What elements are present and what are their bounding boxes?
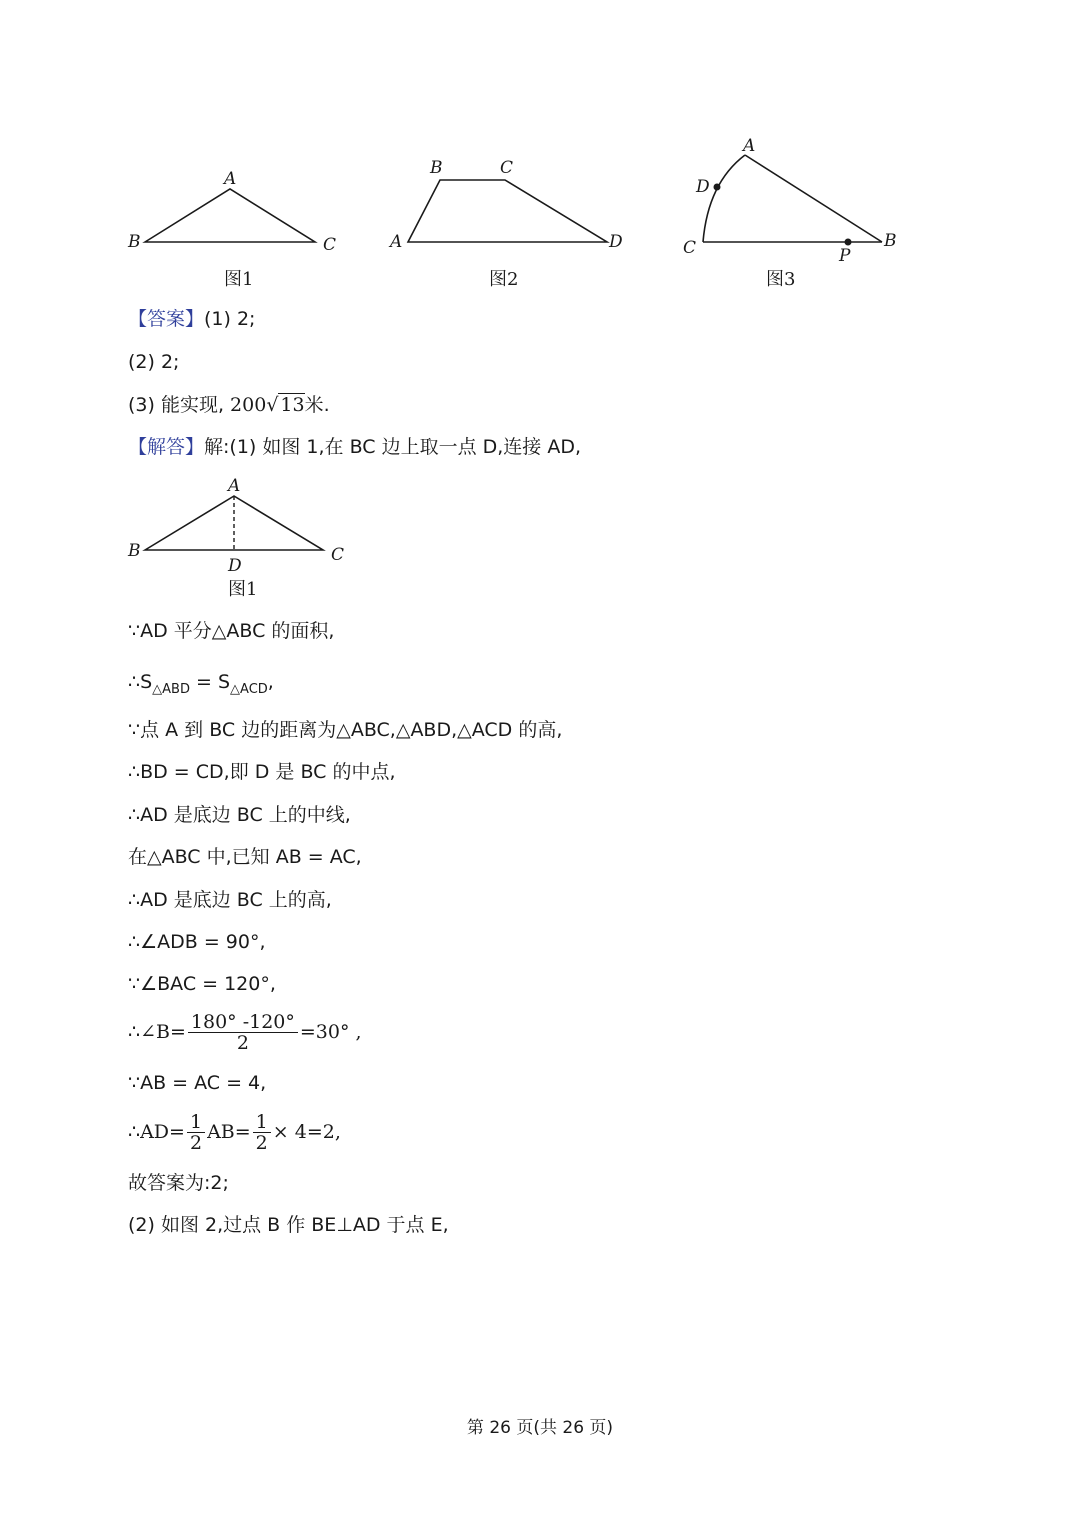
solution-line-2 <box>128 670 274 697</box>
solution-line-7: ∴AD 是底边 BC 上的高, <box>128 889 332 911</box>
fraction-denominator: 2 <box>255 1132 268 1154</box>
answer-line-1 <box>128 307 255 331</box>
point-p <box>845 239 852 246</box>
solution-line-6: 在△ABC 中,已知 AB = AC, <box>128 846 362 868</box>
area-subscript-2: △ACD <box>230 682 268 697</box>
ad-prefix: ∴AD= <box>128 1121 185 1143</box>
fraction-half-2 <box>253 1112 271 1153</box>
arc-ca <box>703 155 745 242</box>
solution-line-14: (2) 如图 2,过点 B 作 BE⊥AD 于点 E, <box>128 1214 449 1236</box>
label-p: P <box>839 246 851 266</box>
figure-1-triangle <box>120 160 350 290</box>
solution-tag: 【解答】 <box>128 436 205 458</box>
answer-tag: 【答案】 <box>128 308 205 330</box>
solution-line-13: 故答案为:2; <box>128 1172 229 1194</box>
label-b: B <box>128 541 141 561</box>
solution-line-11: ∵AB = AC = 4, <box>128 1072 267 1094</box>
fraction-numerator: 1 <box>187 1112 205 1133</box>
answer-unit: 米. <box>304 394 330 416</box>
fraction-half-1 <box>187 1112 205 1153</box>
answer-line-3 <box>128 393 330 417</box>
figure-3-sector <box>680 135 910 295</box>
figure-caption: 图1 <box>224 269 254 290</box>
label-b: B <box>128 232 141 252</box>
label-a: A <box>390 232 403 252</box>
label-c: C <box>683 238 697 258</box>
solution-intro-line <box>128 435 581 459</box>
solution-line-4: ∴BD = CD,即 D 是 BC 的中点, <box>128 761 396 783</box>
solution-line-1: ∵AD 平分△ABC 的面积, <box>128 620 335 642</box>
fraction-angle <box>188 1012 298 1053</box>
answer-coefficient: 200 <box>230 394 267 416</box>
label-c: C <box>500 158 514 178</box>
fraction-numerator: 180° -120° <box>188 1012 298 1033</box>
solution-line-12 <box>128 1110 341 1154</box>
area-subscript-1: △ABD <box>152 682 190 697</box>
label-c: C <box>323 235 337 255</box>
figure-caption: 图3 <box>766 269 796 290</box>
angle-b-result: =30° , <box>299 1021 362 1043</box>
page-footer: 第 26 页(共 26 页) <box>466 1418 614 1438</box>
label-a: A <box>743 136 756 156</box>
solution-line-10 <box>128 1010 362 1054</box>
fraction-denominator: 2 <box>189 1132 203 1154</box>
trapezoid-abcd <box>408 180 607 242</box>
solution-line-5: ∴AD 是底边 BC 上的中线, <box>128 804 351 826</box>
solution-line-8: ∴∠ADB = 90°, <box>128 931 266 953</box>
point-d <box>714 184 721 191</box>
answer-part-3: (3) 能实现, <box>128 394 224 416</box>
label-d: D <box>228 556 242 576</box>
area-s-2: = S <box>189 671 231 693</box>
ad-result: × 4=2, <box>272 1121 341 1143</box>
figure-1-with-median <box>120 470 360 605</box>
answer-part-1: (1) 2; <box>204 308 256 330</box>
label-a: A <box>224 169 237 189</box>
label-d: D <box>609 232 623 252</box>
label-a: A <box>228 476 241 496</box>
segment-ab <box>745 155 882 242</box>
label-b: B <box>430 158 443 178</box>
solution-line-3: ∵点 A 到 BC 边的距离为△ABC,△ABD,△ACD 的高, <box>128 719 563 741</box>
area-s-1: ∴S <box>128 671 153 693</box>
sqrt-sign: √ <box>266 394 279 416</box>
figure-2-trapezoid <box>385 155 630 290</box>
label-b: B <box>884 231 897 251</box>
fraction-denominator: 2 <box>236 1032 249 1054</box>
angle-b-prefix: ∴∠B= <box>128 1021 186 1043</box>
figure-caption: 图1 <box>228 579 258 600</box>
answer-part-2: (2) 2; <box>128 351 180 373</box>
solution-intro: 解:(1) 如图 1,在 BC 边上取一点 D,连接 AD, <box>204 436 582 458</box>
fraction-numerator: 1 <box>253 1112 271 1133</box>
ab-term: AB= <box>207 1121 251 1143</box>
triangle-abc <box>145 189 315 242</box>
label-c: C <box>331 545 345 565</box>
line-end: , <box>267 671 274 693</box>
solution-line-9: ∵∠BAC = 120°, <box>128 973 276 995</box>
figure-caption: 图2 <box>489 269 519 290</box>
answer-radicand: 13 <box>280 394 305 416</box>
label-d: D <box>696 177 710 197</box>
